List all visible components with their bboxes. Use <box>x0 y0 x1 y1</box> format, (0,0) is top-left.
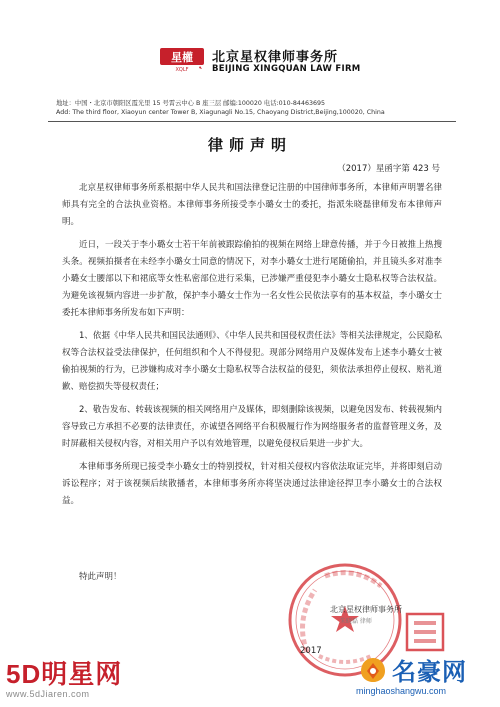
paragraph-conclusion: 本律师事务所现已接受李小璐女士的特别授权，针对相关侵权内容依法取证完毕，并将即刻启动诉讼程序；对于该视频后续散播者，本律师事务所亦将坚决通过法律途径捍卫李小璐女士的合法权益。 <box>62 462 442 506</box>
watermark-left <box>6 654 122 699</box>
paragraph-intro: 北京星权律师事务所系根据中华人民共和国法律登记注册的中国律师事务所，本律师声明署名律师具有完全的合法执业资格。本律师事务所接受李小璐女士的委托，指派朱晓磊律师发布本律师声明。 <box>62 183 442 227</box>
document-title: 律师声明 <box>207 136 292 154</box>
document-number: （2017）星函字第 423 号 <box>337 164 440 174</box>
signature-lawyer: 朱晓磊 律师 <box>340 618 372 625</box>
firm-name-cn: 北京星权律师事务所 <box>212 50 339 65</box>
address-en: Add: The third floor, Xiaoyun center Tower B, Xiagunagli No.15, Chaoyang District,Beijing,100020, China <box>56 109 385 116</box>
watermark-left-url: www.5dJiaren.com <box>6 689 90 699</box>
document-year: 2017 <box>300 646 322 656</box>
firm-logo <box>160 46 204 72</box>
header-divider <box>48 121 456 122</box>
firm-name-en: BEIJING XINGQUAN LAW FIRM <box>212 64 361 74</box>
watermark-right-brand: 名豪网 <box>392 658 467 686</box>
logo-sub: XQLF <box>175 67 189 72</box>
paragraph-point-1: 1、依据《中华人民共和国民法通则》、《中华人民共和国侵权责任法》等相关法律规定，公民隐私权等合法权益受法律保护，任何组织和个人不得侵犯。现部分网络用户及媒体发布上述李小璐女士被偷拍视频的行为，已涉嫌构成对李小璐女士隐私权等合法权益的侵犯，须依法承担停止侵权、赔礼道歉、赔偿损失等侵权责任； <box>62 331 442 392</box>
closing-statement: 特此声明！ <box>79 572 122 582</box>
signature-firm: 北京星权律师事务所 <box>330 605 402 614</box>
logo-text: 星權 <box>171 51 193 64</box>
watermark-left-brand: 5D明星网 <box>6 659 123 689</box>
address-cn: 地址：中国・北京市朝阳区霞光里 15 号霄云中心 B 座三层 邮编:100020 电话:010-84463695 <box>56 100 325 107</box>
lawyer-stamp <box>405 612 445 652</box>
watermark-right-icon <box>358 655 388 685</box>
watermark-right-url: minghaoshangwu.com <box>356 686 447 696</box>
paragraph-background: 近日，一段关于李小璐女士若干年前被跟踪偷拍的视频在网络上肆意传播，并于今日被推上热搜头条。视频拍摄者在未经李小璐女士同意的情况下，对李小璐女士进行尾随偷拍，并且镜头多对准李小璐女士腰部以下和裙底等女性私密部位进行采集，已涉嫌严重侵犯李小璐女士隐私权等合法权益。为避免该视频内容进一步扩散，保护李小璐女士作为一名女性公民依法享有的基本权益，李小璐女士委托本律师事务所发布如下声明： <box>62 240 442 318</box>
paragraph-point-2: 2、敬告发布、转载该视频的相关网络用户及媒体，即刻删除该视频，以避免因发布、转载视频内容导致己方承担不必要的法律责任，亦诚望各网络平台积极履行作为网络服务者的监督管理义务，及时屏蔽相关侵权内容，对相关用户予以有效地管理，以避免侵权后果进一步扩大。 <box>62 405 442 449</box>
document-body <box>62 180 442 516</box>
